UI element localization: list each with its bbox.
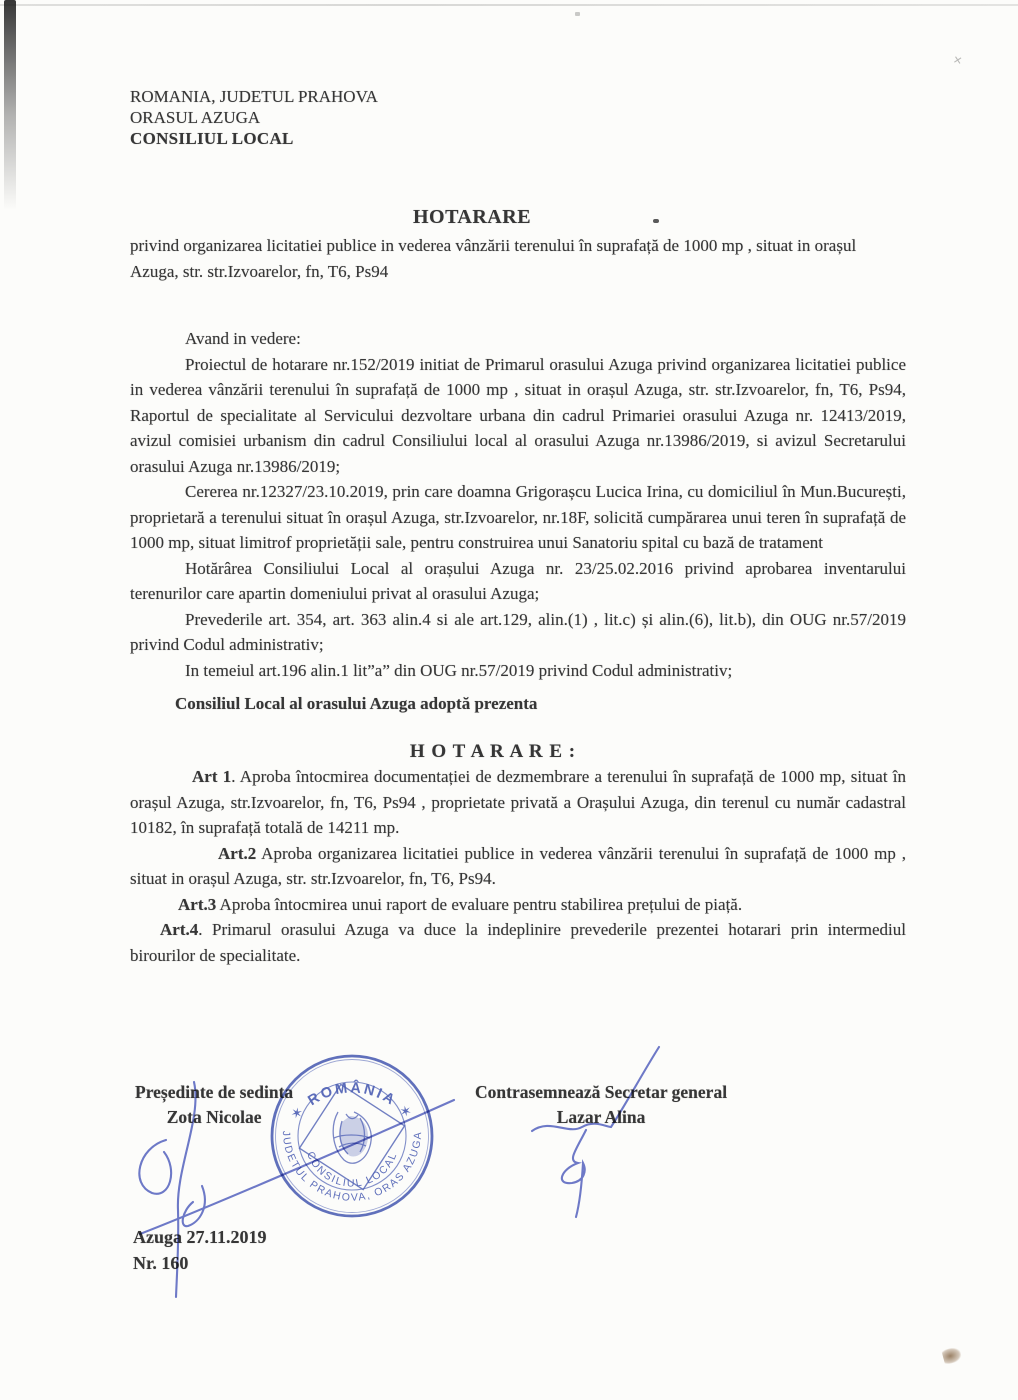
- article-1-text: Aproba întocmirea documentației de dezmembrare a terenului în suprafață de 1000 mp, situat în orașul Azuga, str.Izvoarelor, fn, T6, Ps94 , proprietate privată a Orașului Azuga, din terenul cu număr cadastral 10182, în suprafață totală de 14211 mp.: [130, 767, 907, 837]
- stamp-inner-text: CONSILIUL LOCAL: [304, 1149, 400, 1190]
- president-ink-flourish: [140, 1100, 454, 1234]
- decision-heading: H O T A R A R E :: [409, 740, 577, 762]
- article-3-text: Aproba întocmirea unui raport de evaluare pentru stabilirea prețului de piață.: [219, 894, 743, 914]
- president-ink-loop: [139, 1140, 171, 1194]
- scan-smudge: [941, 1346, 962, 1365]
- scan-speck: ✕: [951, 54, 964, 68]
- place-and-date: Azuga 27.11.2019: [133, 1227, 267, 1247]
- document-body: [130, 0, 906, 968]
- president-ink-stroke: [176, 1082, 196, 1297]
- document-subtitle: privind organizarea licitatiei publice in vederea vânzării terenului în suprafață de 1000 mp , situat in orașul Azuga, str. str.Izvoarelor, fn, T6, Ps94: [130, 236, 857, 281]
- adoption-line: Consiliul Local al orasului Azuga adoptă prezenta: [175, 694, 538, 713]
- article-3-label: Art.3: [178, 894, 217, 914]
- article-2: [130, 841, 906, 892]
- article-4: [130, 917, 906, 968]
- article-2-label: Art.2: [218, 843, 257, 863]
- president-role: Președinte de sedinta: [135, 1082, 294, 1102]
- preamble-paragraph: Cererea nr.12327/23.10.2019, prin care doamna Grigorașcu Lucica Irina, cu domiciliul în Mun.București, proprietară a terenului situat în orașul Azuga, str.Izvoarelor, nr.18F, solicită cumpărarea unui teren în suprafață de 1000 mp, situat limitrof proprietății sale, pentru construirea unui Sanatoriu spital cu bază de tratament: [130, 482, 906, 552]
- article-1-sep: .: [231, 767, 240, 786]
- president-ink-loop2: [183, 1186, 205, 1226]
- article-1: [130, 764, 906, 841]
- secretary-ink-wave: [532, 1124, 611, 1131]
- president-name: Zota Nicolae: [166, 1107, 262, 1127]
- document-title: HOTARARE: [412, 206, 532, 228]
- preamble-paragraph: Hotărârea Consiliului Local al orașului Azuga nr. 23/25.02.2016 privind aprobarea inventarului terenurilor care apartin domeniului privat al orasului Azuga;: [130, 558, 906, 603]
- scan-left-shadow: [4, 0, 16, 210]
- stamp-top-text: ✶ ROMÂNIA ✶: [287, 1080, 417, 1124]
- secretary-ink-monogram: [562, 1130, 586, 1217]
- letterhead-city: ORASUL AZUGA: [130, 108, 261, 127]
- preamble-paragraph: Prevederile art. 354, art. 363 alin.4 si ale art.129, alin.(1) , lit.c) și alin.(6), lit.b), din OUG nr.57/2019 privind Codul administrativ;: [130, 609, 906, 654]
- letterhead-country: ROMANIA, JUDETUL PRAHOVA: [130, 87, 378, 106]
- article-3: [130, 892, 906, 918]
- letterhead: [130, 86, 906, 149]
- secretary-role: Contrasemnează Secretar general: [475, 1082, 728, 1102]
- preamble-paragraph: In temeiul art.196 alin.1 lit”a” din OUG nr.57/2019 privind Codul administrativ;: [185, 660, 733, 680]
- article-1-label: Art 1: [192, 767, 232, 786]
- preamble-paragraph: Proiectul de hotarare nr.152/2019 initiat de Primarul orasului Azuga privind organizarea licitatiei publice in vederea vânzării terenului în suprafață de 1000 mp , situat in orașul Azuga, str. str.Izvoarelor, fn, T6, Ps94, Raportul de specialitate al Servicului dezvoltare urbana din cadrul Primariei orasului Azuga nr. 12413/2019, avizul comisiei urbanism din cadrul Consiliului local al orasului Azuga nr.13986/2019, si avizul Secretarului orasului Azuga nr.13986/2019;: [130, 354, 906, 476]
- preamble-intro: Avand in vedere:: [185, 329, 301, 348]
- letterhead-council: CONSILIUL LOCAL: [130, 129, 294, 148]
- article-4-sep: .: [198, 920, 213, 939]
- document-number: Nr. 160: [133, 1253, 189, 1273]
- secretary-ink-tail: [611, 1047, 659, 1127]
- article-4-text: Primarul orasului Azuga va duce la indeplinire prevederile prezentei hotarari prin intermediul birourilor de specialitate.: [130, 920, 907, 965]
- article-4-label: Art.4: [160, 920, 199, 939]
- handwritten-signatures: [80, 1010, 700, 1310]
- stamp-outer-text: JUDETUL PRAHOVA, ORAS AZUGA: [279, 1130, 425, 1204]
- article-2-text: Aproba organizarea licitatiei publice in vederea vânzării terenului în suprafață de 1000 mp , situat in orașul Azuga, str. str.Izvoarelor, fn, T6, Ps94.: [130, 843, 906, 888]
- secretary-name: Lazar Alina: [556, 1107, 646, 1127]
